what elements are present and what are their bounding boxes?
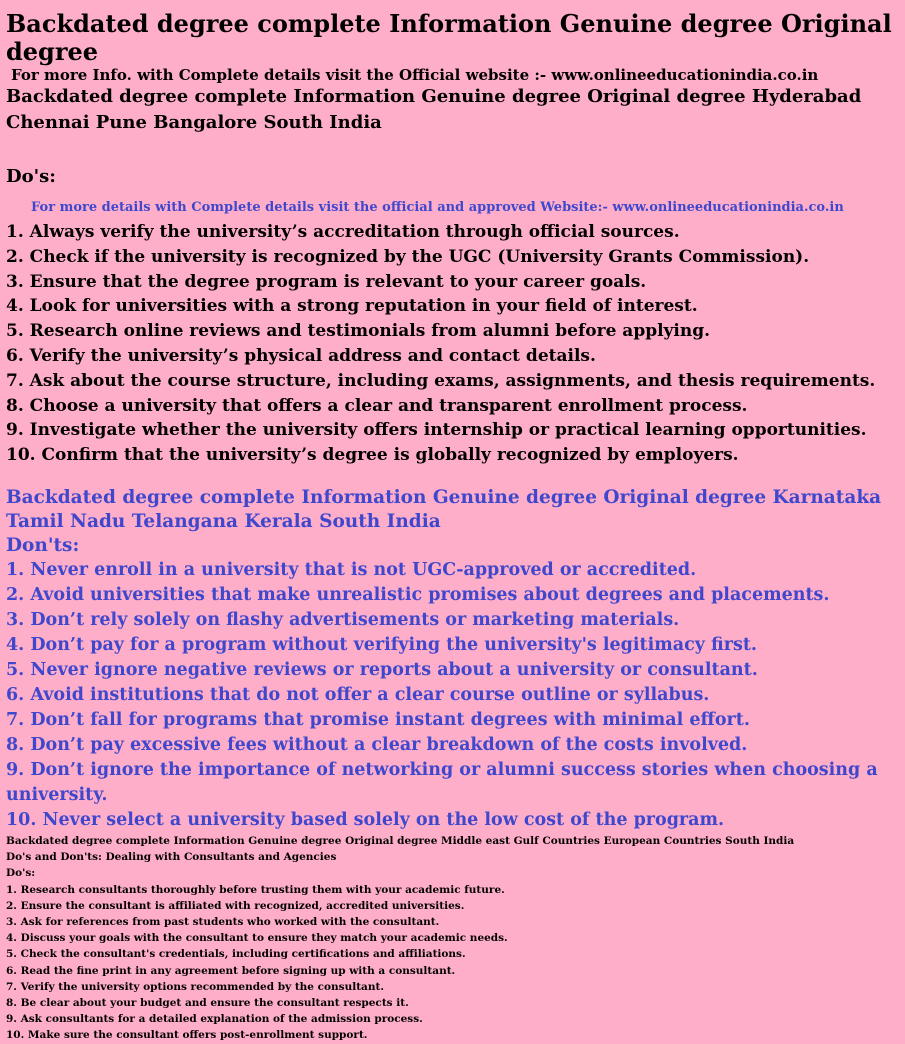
page-title: Backdated degree complete Information Genuine degree Original degree	[6, 9, 892, 66]
list-item: 7. Verify the university options recommended by the consultant.	[6, 980, 384, 993]
list-item: 6. Read the fine print in any agreement before signing up with a consultant.	[6, 964, 456, 977]
list-item: 2. Check if the university is recognized by the UGC (University Grants Commission).	[6, 246, 810, 267]
list-item: 7. Ask about the course structure, including exams, assignments, and thesis requirements.	[6, 370, 876, 391]
list-item: 7. Don’t fall for programs that promise instant degrees with minimal effort.	[6, 709, 750, 730]
list-item: 1. Research consultants thoroughly before trusting them with your academic future.	[6, 883, 505, 896]
list-item: 9. Don’t ignore the importance of networking or alumni success stories when choosing a university.	[6, 759, 878, 805]
list-item: 1. Never enroll in a university that is not UGC-approved or accredited.	[6, 559, 697, 580]
list-item: 3. Ensure that the degree program is relevant to your career goals.	[6, 271, 647, 292]
consultants-section-title: Backdated degree complete Information Genuine degree Original degree Middle east Gulf Countries European Countries South India	[6, 834, 795, 847]
dos-heading: Do's:	[6, 166, 56, 187]
list-item: 5. Never ignore negative reviews or reports about a university or consultant.	[6, 659, 758, 680]
consultants-subheading: Do's and Don'ts: Dealing with Consultants and Agencies	[6, 851, 337, 864]
donts-section-title: Backdated degree complete Information Genuine degree Original degree Karnataka Tamil Nadu Telangana Kerala South India	[6, 486, 882, 532]
list-item: 4. Discuss your goals with the consultant to ensure they match your academic needs.	[6, 932, 508, 945]
dos-website-info: For more details with Complete details visit the official and approved Website:- www.onlineeducationindia.co.in	[31, 200, 844, 215]
list-item: 2. Avoid universities that make unrealistic promises about degrees and placements.	[6, 584, 830, 605]
list-item: 1. Always verify the university’s accreditation through official sources.	[6, 222, 680, 242]
list-item: 9. Ask consultants for a detailed explanation of the admission process.	[6, 1013, 423, 1026]
dos-list	[6, 220, 899, 468]
list-item: 8. Choose a university that offers a clear and transparent enrollment process.	[6, 395, 748, 416]
list-item: 8. Don’t pay excessive fees without a clear breakdown of the costs involved.	[6, 734, 748, 755]
list-item: 3. Ask for references from past students who worked with the consultant.	[6, 915, 440, 928]
list-item: 5. Research online reviews and testimonials from alumni before applying.	[6, 321, 711, 342]
list-item: 10. Never select a university based solely on the low cost of the program.	[6, 809, 725, 830]
list-item: 4. Look for universities with a strong reputation in your field of interest.	[6, 296, 698, 317]
website-info: For more Info. with Complete details visit the Official website :- www.onlineeducationindia.co.in	[11, 66, 819, 84]
consultants-dos-list	[6, 882, 899, 1044]
list-item: 5. Check the consultant's credentials, including certifications and affiliations.	[6, 948, 466, 961]
consultants-dos-heading: Do's:	[6, 867, 36, 880]
consultants-section	[6, 833, 899, 1044]
donts-heading: Don'ts:	[6, 534, 80, 556]
list-item: 9. Investigate whether the university offers internship or practical learning opportunities.	[6, 420, 867, 441]
list-item: 3. Don’t rely solely on flashy advertisements or marketing materials.	[6, 609, 680, 630]
list-item: 10. Confirm that the university’s degree is globally recognized by employers.	[6, 445, 739, 466]
list-item: 4. Don’t pay for a program without verifying the university's legitimacy first.	[6, 634, 758, 655]
page-subtitle: Backdated degree complete Information Genuine degree Original degree Hyderabad Chennai Pune Bangalore South India	[6, 86, 862, 133]
list-item: 10. Make sure the consultant offers post-enrollment support.	[6, 1029, 368, 1042]
donts-list	[6, 558, 899, 833]
list-item: 6. Avoid institutions that do not offer a clear course outline or syllabus.	[6, 684, 710, 705]
list-item: 6. Verify the university’s physical address and contact details.	[6, 345, 596, 366]
list-item: 2. Ensure the consultant is affiliated with recognized, accredited universities.	[6, 899, 465, 912]
list-item: 8. Be clear about your budget and ensure the consultant respects it.	[6, 997, 409, 1009]
